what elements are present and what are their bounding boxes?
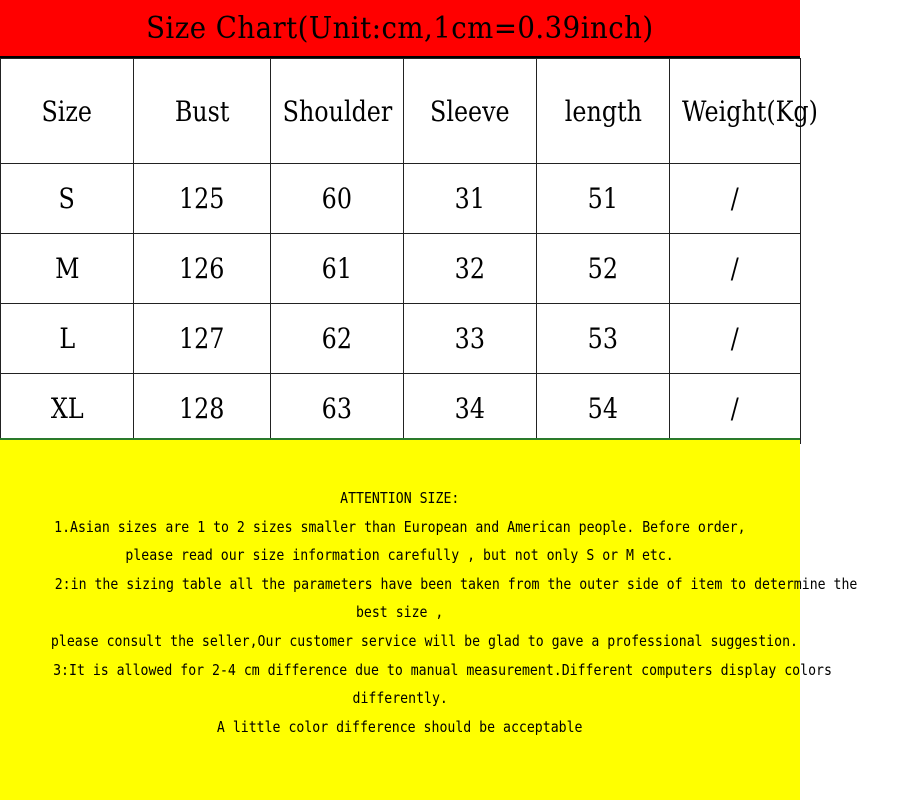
cell-length: 53: [537, 304, 670, 374]
cell-shoulder: 62: [271, 304, 404, 374]
table-header-row: [1, 59, 801, 164]
notice-line: differently.: [352, 689, 448, 708]
cell-weight: /: [670, 164, 801, 234]
cell-size: XL: [1, 374, 134, 444]
header-length: length: [537, 59, 670, 164]
attention-notice: [0, 438, 858, 800]
header-weight: Weight(Kg): [670, 59, 801, 164]
notice-line: 3:It is allowed for 2-4 cm difference due to manual measurement.Different computers display colors: [53, 660, 832, 679]
cell-length: 51: [537, 164, 670, 234]
header-size: Size: [1, 59, 134, 164]
cell-sleeve: 31: [404, 164, 537, 234]
cell-size: L: [1, 304, 134, 374]
notice-line: 1.Asian sizes are 1 to 2 sizes smaller than European and American people. Before order,: [54, 517, 746, 536]
cell-size: S: [1, 164, 134, 234]
table-row: [1, 164, 801, 234]
notice-heading: ATTENTION SIZE:: [340, 489, 460, 507]
cell-size: M: [1, 234, 134, 304]
cell-bust: 125: [134, 164, 271, 234]
notice-line: 2:in the sizing table all the parameters have been taken from the outer side of item to determine the: [54, 574, 858, 593]
notice-line: please read our size information carefully , but not only S or M etc.: [125, 546, 675, 565]
cell-bust: 128: [134, 374, 271, 444]
cell-sleeve: 34: [404, 374, 537, 444]
cell-shoulder: 60: [271, 164, 404, 234]
cell-shoulder: 63: [271, 374, 404, 444]
cell-length: 54: [537, 374, 670, 444]
cell-weight: /: [670, 234, 801, 304]
cell-weight: /: [670, 304, 801, 374]
table-row: [1, 304, 801, 374]
header-shoulder: Shoulder: [271, 59, 404, 164]
cell-shoulder: 61: [271, 234, 404, 304]
table-row: [1, 374, 801, 444]
notice-line: A little color difference should be acceptable: [217, 717, 583, 736]
cell-bust: 127: [134, 304, 271, 374]
cell-sleeve: 33: [404, 304, 537, 374]
cell-weight: /: [670, 374, 801, 444]
title-banner: [0, 0, 800, 58]
header-bust: Bust: [134, 59, 271, 164]
cell-bust: 126: [134, 234, 271, 304]
cell-length: 52: [537, 234, 670, 304]
cell-sleeve: 32: [404, 234, 537, 304]
table-row: [1, 234, 801, 304]
header-sleeve: Sleeve: [404, 59, 537, 164]
size-table: [0, 58, 818, 444]
notice-line: please consult the seller,Our customer service will be glad to gave a professional suggestion.: [50, 631, 798, 650]
chart-title: Size Chart(Unit:cm,1cm=0.39inch): [146, 10, 654, 46]
notice-line: best size ,: [356, 603, 444, 622]
